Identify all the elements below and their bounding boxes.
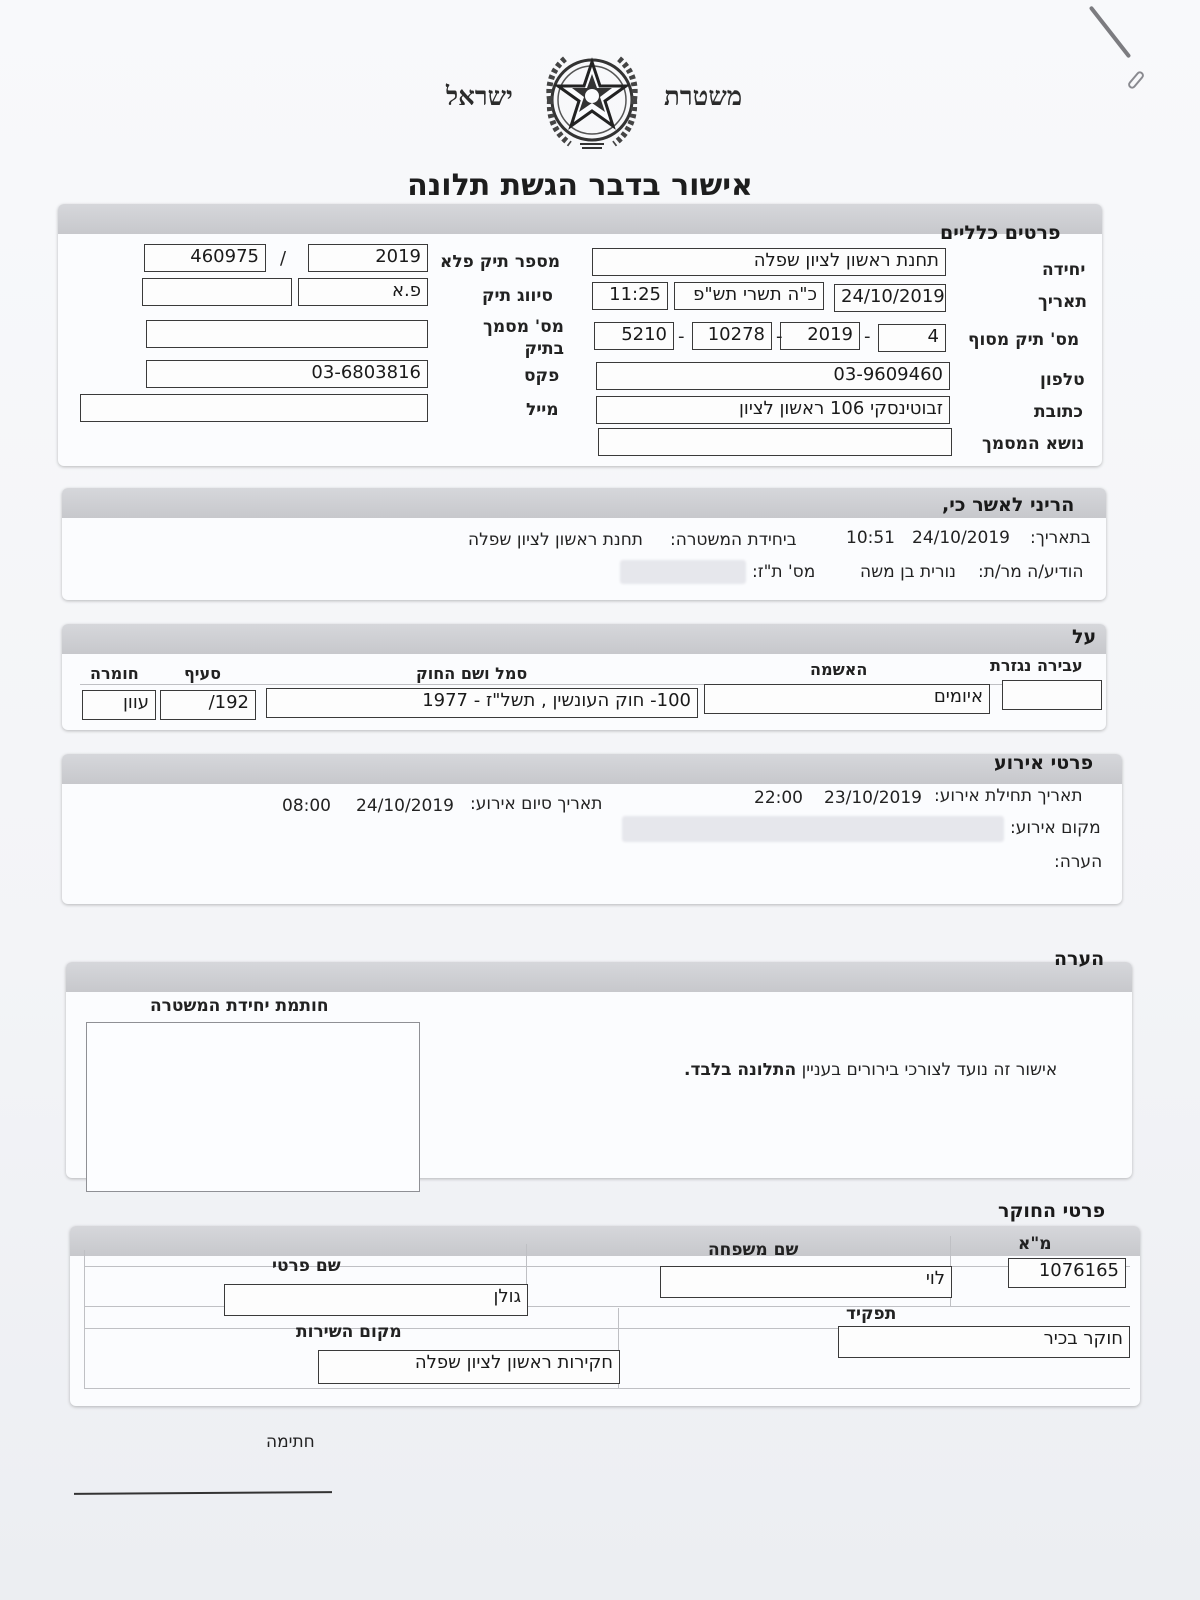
header-israel: ישראל: [446, 82, 513, 112]
investigator-title: פרטי החוקר: [998, 1200, 1106, 1222]
date-field[interactable]: 24/10/2019: [834, 284, 946, 312]
last-name-label: שם משפחה: [708, 1240, 799, 1260]
file-class-field-2[interactable]: [142, 278, 292, 306]
certify-date-label: בתאריך:: [1030, 528, 1091, 548]
informed-label: הודיע/ה מר/ת:: [978, 562, 1084, 582]
event-start-date: 23/10/2019: [824, 788, 922, 808]
event-start-label: תאריך תחילת אירוע:: [934, 786, 1083, 806]
phone-label: טלפון: [1040, 370, 1085, 390]
paper-clip-end: [1127, 70, 1146, 90]
col-severity: חומרה: [90, 664, 139, 683]
note-text-bold: התלונה בלבד.: [684, 1060, 797, 1080]
first-name-label: שם פרטי: [272, 1256, 341, 1276]
severity-field[interactable]: עוון: [82, 690, 156, 720]
event-end-time: 08:00: [282, 796, 331, 816]
offense-title: על: [1072, 626, 1097, 648]
dash-separator: -: [864, 326, 871, 347]
service-place-field[interactable]: חקירות ראשון לציון שפלה: [318, 1350, 620, 1384]
service-place-label: מקום השירות: [296, 1322, 402, 1342]
pela-number-field[interactable]: 460975: [144, 244, 266, 272]
unit-label: יחידה: [1042, 260, 1086, 280]
phone-field[interactable]: 03-9609460: [596, 362, 950, 390]
doc-subject-field[interactable]: [598, 428, 952, 456]
note-title: הערה: [1054, 948, 1105, 970]
extra-file-part-4[interactable]: 5210: [594, 322, 674, 350]
event-end-date: 24/10/2019: [356, 796, 454, 816]
certify-unit: תחנת ראשון לציון שפלה: [468, 530, 643, 550]
pela-file-label: מספר תיק פלא: [440, 252, 561, 272]
extra-file-label: מס' תיק מסוף: [968, 330, 1080, 350]
stamp-label: חותמת יחידת המשטרה: [150, 996, 329, 1016]
section-band: [62, 754, 1122, 784]
signature-label: חתימה: [266, 1432, 315, 1452]
last-name-field[interactable]: לוי: [660, 1266, 952, 1298]
doc-number-field[interactable]: [146, 320, 428, 348]
fax-label: פקס: [524, 366, 560, 386]
event-place-label: מקום אירוע:: [1010, 818, 1101, 838]
pela-year-field[interactable]: 2019: [308, 244, 428, 272]
event-note-label: הערה:: [1054, 852, 1103, 872]
doc-subject-label: נושא המסמך: [982, 434, 1085, 454]
file-class-field[interactable]: פ.א: [298, 278, 428, 306]
derived-field[interactable]: [1002, 680, 1102, 710]
first-name-field[interactable]: גולן: [224, 1284, 528, 1316]
section-band: [70, 1226, 1140, 1256]
role-label: תפקיד: [846, 1304, 897, 1324]
certify-title: הריני לאשר כי,: [942, 494, 1075, 516]
col-clause: סעיף: [184, 664, 222, 683]
role-field[interactable]: חוקר בכיר: [838, 1326, 1130, 1358]
redacted-place: [622, 816, 1004, 842]
clause-field[interactable]: /192: [160, 690, 256, 720]
address-label: כתובת: [1034, 402, 1084, 422]
extra-file-part-2[interactable]: 2019: [780, 322, 860, 350]
section-band: [66, 962, 1132, 992]
personal-no-field[interactable]: 1076165: [1008, 1258, 1126, 1288]
document-title: אישור בדבר הגשת תלונה: [407, 168, 753, 203]
certify-unit-label: ביחידת המשטרה:: [670, 530, 797, 550]
extra-file-part-1[interactable]: 4: [878, 324, 946, 352]
redacted-id: [620, 560, 746, 584]
unit-field[interactable]: תחנת ראשון לציון שפלה: [592, 248, 946, 276]
signature-line[interactable]: [74, 1491, 332, 1494]
address-field[interactable]: זבוטינסקי 106 ראשון לציון: [596, 396, 950, 424]
general-details-title: פרטים כלליים: [940, 222, 1061, 244]
header-police: משטרת: [664, 82, 743, 112]
law-field[interactable]: 100- חוק העונשין , תשל"ז - 1977: [266, 688, 698, 718]
dash-separator: -: [678, 326, 685, 347]
paper-clip: [1089, 6, 1132, 59]
table-divider: [84, 1388, 1130, 1389]
email-field[interactable]: [80, 394, 428, 422]
time-field[interactable]: 11:25: [592, 282, 668, 310]
date-label: תאריך: [1038, 292, 1088, 312]
table-divider: [84, 1266, 1130, 1267]
note-text: [684, 1060, 1057, 1080]
certify-date: 24/10/2019: [912, 528, 1010, 548]
police-emblem: [536, 44, 648, 156]
col-derived: עבירה נגזרת: [990, 656, 1083, 675]
section-band: [62, 624, 1106, 654]
file-class-label: סיווג תיק: [482, 286, 553, 306]
note-text-plain: אישור זה נועד לצורכי בירורים בעניין: [801, 1060, 1058, 1080]
personal-no-label: מ"א: [1018, 1234, 1052, 1254]
hebrew-date-field[interactable]: כ"ה תשרי תש"פ: [674, 282, 824, 310]
stamp-box: [86, 1022, 420, 1192]
event-end-label: תאריך סיום אירוע:: [470, 794, 603, 814]
id-label: מס' ת"ז:: [752, 562, 816, 582]
doc-number-label: מס' מסמך בתיק: [483, 317, 564, 359]
fax-field[interactable]: 03-6803816: [146, 360, 428, 388]
certify-time: 10:51: [846, 528, 895, 548]
event-title: פרטי אירוע: [994, 752, 1094, 774]
extra-file-part-3[interactable]: 10278: [692, 322, 772, 350]
table-divider: [84, 1250, 85, 1388]
informed-name: נורית בן משה: [860, 562, 956, 582]
col-charge: האשמה: [810, 660, 868, 679]
charge-field[interactable]: איומים: [704, 684, 990, 714]
col-law: סמל ושם החוק: [416, 664, 528, 683]
slash-separator: /: [280, 248, 287, 269]
event-start-time: 22:00: [754, 788, 803, 808]
dash-separator: -: [776, 326, 783, 347]
email-label: מייל: [526, 400, 559, 420]
